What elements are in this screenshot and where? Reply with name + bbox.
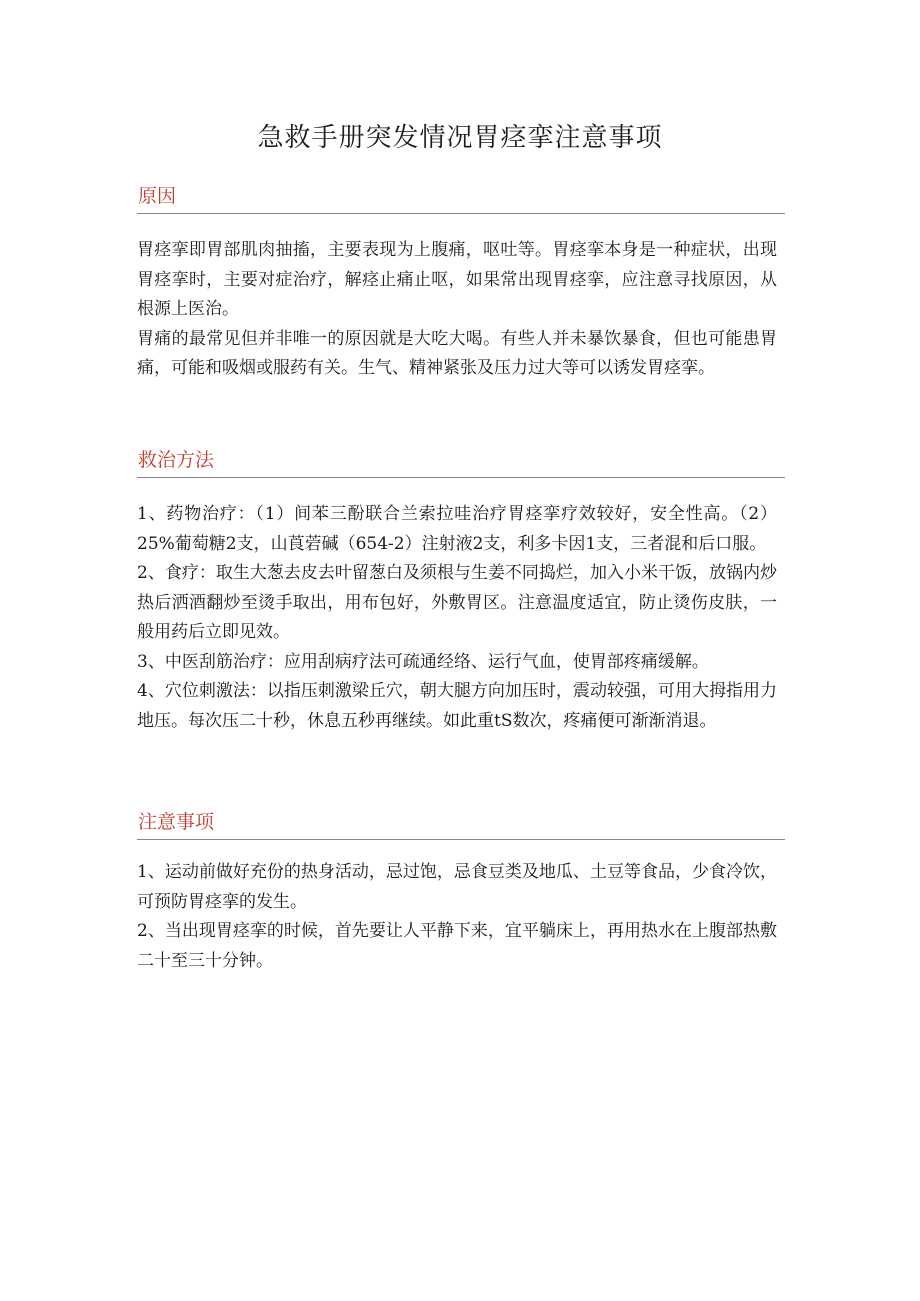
- list-item: 3、中医刮筋治疗：应用刮病疗法可疏通经络、运行气血，使胃部疼痛缓解。: [137, 651, 709, 672]
- paragraph: 胃痛的最常见但并非唯一的原因就是大吃大喝。有些人并未暴饮暴食，但也可能患胃痛，可能和吸烟或服药有关。生气、精神紧张及压力过大等可以诱发胃痉挛。: [137, 328, 777, 378]
- page-title: 急救手册突发情况胃痉挛注意事项: [257, 123, 663, 153]
- list-item: 1、运动前做好充份的热身活动，忌过饱，忌食豆类及地瓜、土豆等食品，少食冷饮，可预防胃痉挛的发生。: [137, 862, 777, 912]
- section-heading-treatment: 救治方法: [137, 447, 785, 478]
- section-body-cause: [137, 236, 777, 384]
- section-notes: [137, 809, 785, 976]
- list-item: 1、药物治疗：（1）间苯三酚联合兰索拉哇治疗胃痉挛疗效较好，安全性高。（2）25%葡萄糖2支，山莨菪碱（654-2）注射液2支，利多卡因1支，三者混和后口服。: [137, 504, 777, 554]
- section-body-treatment: [137, 500, 777, 736]
- section-heading-cause: 原因: [137, 183, 785, 214]
- list-item: 2、当出现胃痉挛的时候，首先要让人平静下来，宜平躺床上，再用热水在上腹部热敷二十至三十分钟。: [137, 921, 777, 971]
- section-heading-notes: 注意事项: [137, 809, 785, 840]
- paragraph: 胃痉挛即胃部肌肉抽搐，主要表现为上腹痛，呕吐等。胃痉挛本身是一种症状，出现胃痉挛时，主要对症治疗，解痉止痛止呕，如果常出现胃痉挛，应注意寻找原因，从根源上医治。: [137, 240, 777, 319]
- list-item: 2、食疗：取生大葱去皮去叶留葱白及须根与生姜不同捣烂，加入小米干饭，放锅内炒热后洒酒翻炒至烫手取出，用布包好，外敷胃区。注意温度适宜，防止烫伤皮肤，一般用药后立即见效。: [137, 563, 777, 642]
- section-cause: [137, 183, 785, 384]
- section-body-notes: [137, 858, 777, 976]
- list-item: 4、穴位刺激法：以指压刺激梁丘穴，朝大腿方向加压时，震动较强，可用大拇指用力地压。每次压二十秒，休息五秒再继续。如此重tS数次，疼痛便可渐渐消退。: [137, 681, 777, 731]
- section-treatment: [137, 447, 785, 736]
